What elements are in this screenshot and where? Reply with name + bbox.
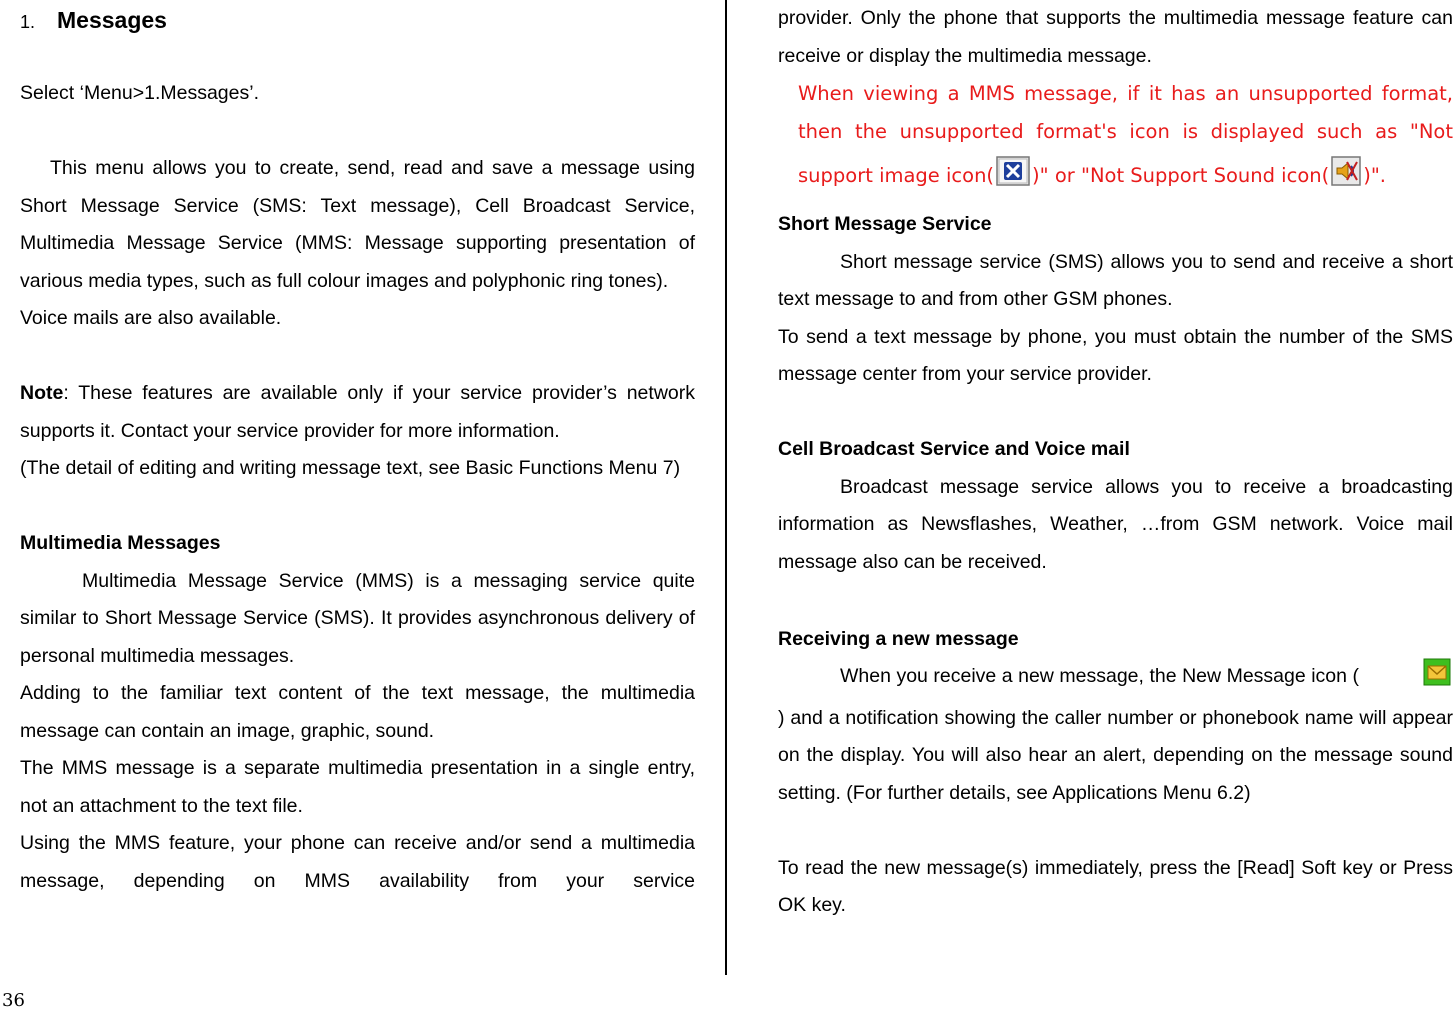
warning-line-1: When viewing a MMS message, if it has an unsupported format, <box>798 82 1453 105</box>
section-heading <box>20 0 695 40</box>
receiving-heading: Receiving a new message <box>778 627 1019 650</box>
column-divider <box>725 0 727 975</box>
heading-title: Messages <box>57 7 167 33</box>
sms-paragraph-1: Short message service (SMS) allows you to send and receive a short text message to and from other GSM phones. <box>778 250 1453 310</box>
mms-paragraph-3: The MMS message is a separate multimedia presentation in a single entry, not an attachment to the text file. <box>20 757 695 817</box>
warning-line-3: support image icon( )" or "Not Support Sound icon( )". <box>798 150 1453 206</box>
right-column <box>778 0 1453 925</box>
sms-heading: Short Message Service <box>778 213 992 235</box>
select-instruction: Select ‘Menu>1.Messages’. <box>20 82 259 104</box>
sms-paragraph-2: To send a text message by phone, you must obtain the number of the SMS message center from your service provider. <box>778 325 1453 385</box>
page-number: 36 <box>2 990 25 1011</box>
not-support-image-icon <box>996 154 1030 206</box>
continued-paragraph: provider. Only the phone that supports the multimedia message feature can receive or display the multimedia message. <box>778 7 1453 67</box>
left-column <box>20 0 695 900</box>
note-label: Note <box>20 382 64 404</box>
note-paragraph <box>20 375 695 450</box>
not-support-sound-icon <box>1331 154 1361 206</box>
intro-paragraph: This menu allows you to create, send, read and save a message using Short Message Service (SMS: Text message), Cell Broadcast Service, Multimedia Message Service (MMS: Message supporting presentation of various media types, such as full colour images and polyphonic ring tones). <box>20 157 695 292</box>
cell-broadcast-heading: Cell Broadcast Service and Voice mail <box>778 438 1130 460</box>
read-paragraph: To read the new message(s) immediately, press the [Read] Soft key or Press OK key. <box>778 856 1453 916</box>
mms-paragraph-4: Using the MMS feature, your phone can receive and/or send a multimedia message, depending on MMS availability from your service <box>20 832 695 892</box>
detail-paragraph: (The detail of editing and writing message text, see Basic Functions Menu 7) <box>20 457 681 479</box>
heading-number: 1. <box>20 12 36 32</box>
warning-line-2: then the unsupported format's icon is displayed such as "Not <box>798 119 1453 143</box>
cell-broadcast-paragraph: Broadcast message service allows you to receive a broadcasting information as Newsflashes, Weather, …from GSM network. Voice mail message also can be received. <box>778 475 1453 573</box>
unsupported-format-warning <box>798 75 1453 206</box>
mms-paragraph-2: Adding to the familiar text content of the text message, the multimedia message can contain an image, graphic, sound. <box>20 682 695 742</box>
receiving-paragraph: When you receive a new message, the New Message icon () and a notification showing the caller number or phonebook name will appear on the display. You will also hear an alert, depending on the message sound setting. (For further details, see Applications Menu 6.2) <box>778 658 1453 812</box>
voice-mails-text: Voice mails are also available. <box>20 307 282 329</box>
mms-paragraph-1: Multimedia Message Service (MMS) is a messaging service quite similar to Short Message Service (SMS). It provides asynchronous delivery of personal multimedia messages. <box>20 569 695 667</box>
new-message-icon <box>1361 658 1451 700</box>
note-text: : These features are available only if your service provider’s network supports it. Contact your service provider for more information. <box>20 382 695 442</box>
mms-heading: Multimedia Messages <box>20 532 221 554</box>
